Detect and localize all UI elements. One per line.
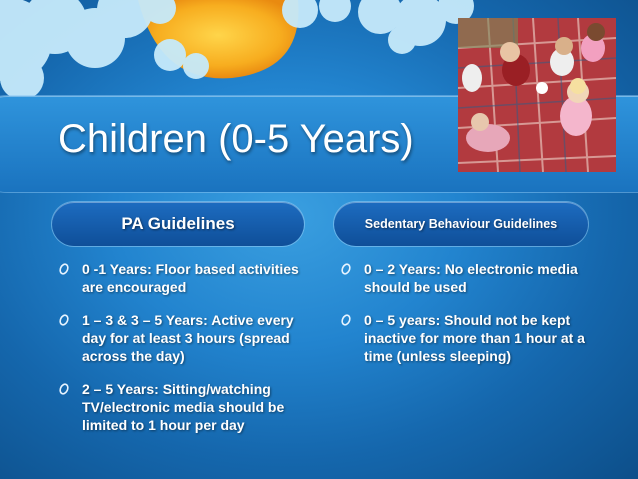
pa-guidelines-heading-label: PA Guidelines [121, 214, 235, 233]
slide-title: Children (0-5 Years) [58, 117, 414, 161]
bullet-icon [340, 314, 352, 326]
pa-guidelines-list [58, 260, 320, 449]
list-item [340, 260, 602, 296]
children-picnic-photo [458, 18, 616, 172]
pa-guidelines-heading [52, 202, 304, 246]
bullet-icon [58, 263, 70, 275]
bullet-icon [58, 383, 70, 395]
bullet-icon [58, 314, 70, 326]
list-item [340, 311, 602, 365]
bullet-text: 1 – 3 & 3 – 5 Years: Active every day for at least 3 hours (spread across the day) [82, 312, 294, 364]
sedentary-guidelines-list [340, 260, 602, 380]
bullet-text: 0 – 5 years: Should not be kept inactive for more than 1 hour at a time (unless sleeping) [364, 312, 585, 364]
bullet-text: 0 -1 Years: Floor based activities are encouraged [82, 261, 299, 295]
sedentary-guidelines-heading [334, 202, 588, 246]
sedentary-guidelines-heading-label: Sedentary Behaviour Guidelines [364, 217, 558, 231]
bullet-text: 2 – 5 Years: Sitting/watching TV/electronic media should be limited to 1 hour per day [82, 381, 285, 433]
bullet-icon [340, 263, 352, 275]
bullet-text: 0 – 2 Years: No electronic media should be used [364, 261, 578, 295]
list-item [58, 311, 320, 365]
list-item [58, 380, 320, 434]
list-item [58, 260, 320, 296]
